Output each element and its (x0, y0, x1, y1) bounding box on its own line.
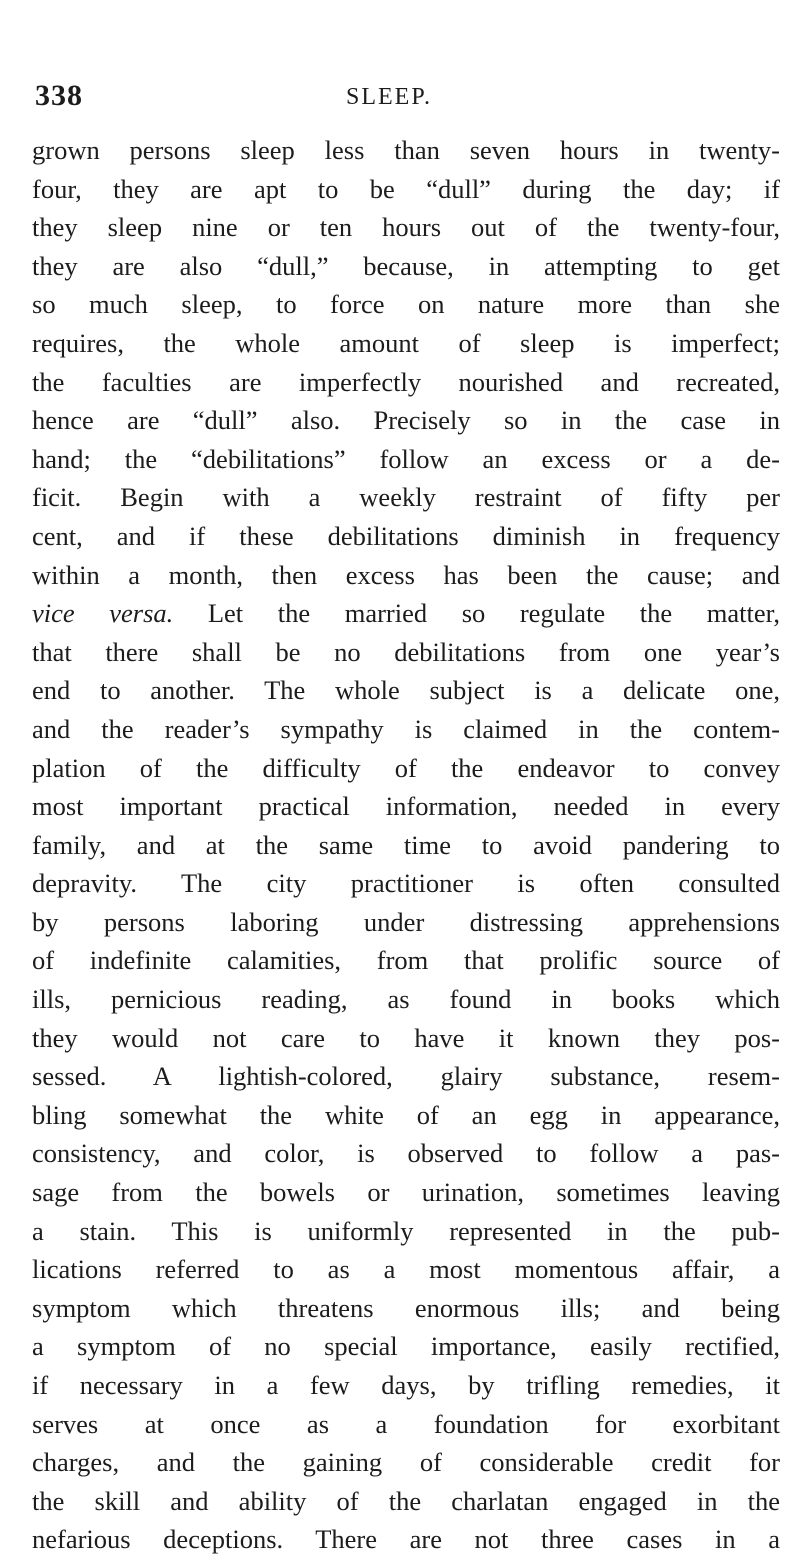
text-line: they sleep nine or ten hours out of the twenty-four, (32, 212, 780, 243)
text-line: four, they are apt to be “dull” during the day; if (32, 173, 780, 204)
text-line: ills, pernicious reading, as found in books which (32, 984, 780, 1015)
text-line: they would not care to have it known they pos- (32, 1022, 780, 1053)
text-line: consistency, and color, is observed to follow a pas- (32, 1138, 780, 1169)
text-line: cent, and if these debilitations diminish in frequency (32, 520, 780, 551)
text-line: so much sleep, to force on nature more than she (32, 289, 780, 320)
running-head: SLEEP. (346, 84, 433, 110)
text-line: they are also “dull,” because, in attempting to get (32, 250, 780, 281)
page-header (35, 78, 775, 114)
text-line: a symptom of no special importance, easily rectified, (32, 1331, 780, 1362)
text-line: symptom which threatens enormous ills; and being (32, 1292, 780, 1323)
text-line: charges, and the gaining of considerable credit for (32, 1447, 780, 1478)
text-line: sage from the bowels or urination, sometimes leaving (32, 1177, 780, 1208)
text-line: lications referred to as a most momentous affair, a (32, 1254, 780, 1285)
body-text (32, 131, 780, 1559)
text-line: bling somewhat the white of an egg in appearance, (32, 1099, 780, 1130)
text-line: plation of the difficulty of the endeavor to convey (32, 752, 780, 783)
text-line: most important practical information, needed in every (32, 791, 780, 822)
italic-phrase: vice versa. (32, 598, 174, 629)
text-line: and the reader’s sympathy is claimed in the contem- (32, 713, 780, 744)
text-line: the skill and ability of the charlatan engaged in the (32, 1485, 780, 1516)
text-line: nefarious deceptions. There are not three cases in a (32, 1524, 780, 1555)
text-line: requires, the whole amount of sleep is imperfect; (32, 327, 780, 358)
text-line: depravity. The city practitioner is often consulted (32, 868, 780, 899)
text-line: serves at once as a foundation for exorbitant (32, 1408, 780, 1439)
text-line: if necessary in a few days, by trifling remedies, it (32, 1370, 780, 1400)
text-line: that there shall be no debilitations from one year’s (32, 636, 780, 667)
text-line: end to another. The whole subject is a delicate one, (32, 675, 780, 706)
text-line: grown persons sleep less than seven hours in twenty- (32, 135, 780, 165)
text-line: sessed. A lightish-colored, glairy substance, resem- (32, 1061, 780, 1092)
text-line: family, and at the same time to avoid pandering to (32, 829, 780, 860)
page-number: 338 (35, 79, 83, 112)
text-line: vice versa. Let the married so regulate the matter, (32, 598, 780, 629)
text-line: a stain. This is uniformly represented in the pub- (32, 1215, 780, 1246)
text-line: hence are “dull” also. Precisely so in the case in (32, 405, 780, 436)
text-line: by persons laboring under distressing apprehensions (32, 906, 780, 937)
text-line: within a month, then excess has been the cause; and (32, 559, 780, 590)
text-line: hand; the “debilitations” follow an excess or a de- (32, 443, 780, 474)
text-line: the faculties are imperfectly nourished and recreated, (32, 366, 780, 397)
text-line: of indefinite calamities, from that prolific source of (32, 945, 780, 976)
text-line: ficit. Begin with a weekly restraint of fifty per (32, 482, 780, 513)
